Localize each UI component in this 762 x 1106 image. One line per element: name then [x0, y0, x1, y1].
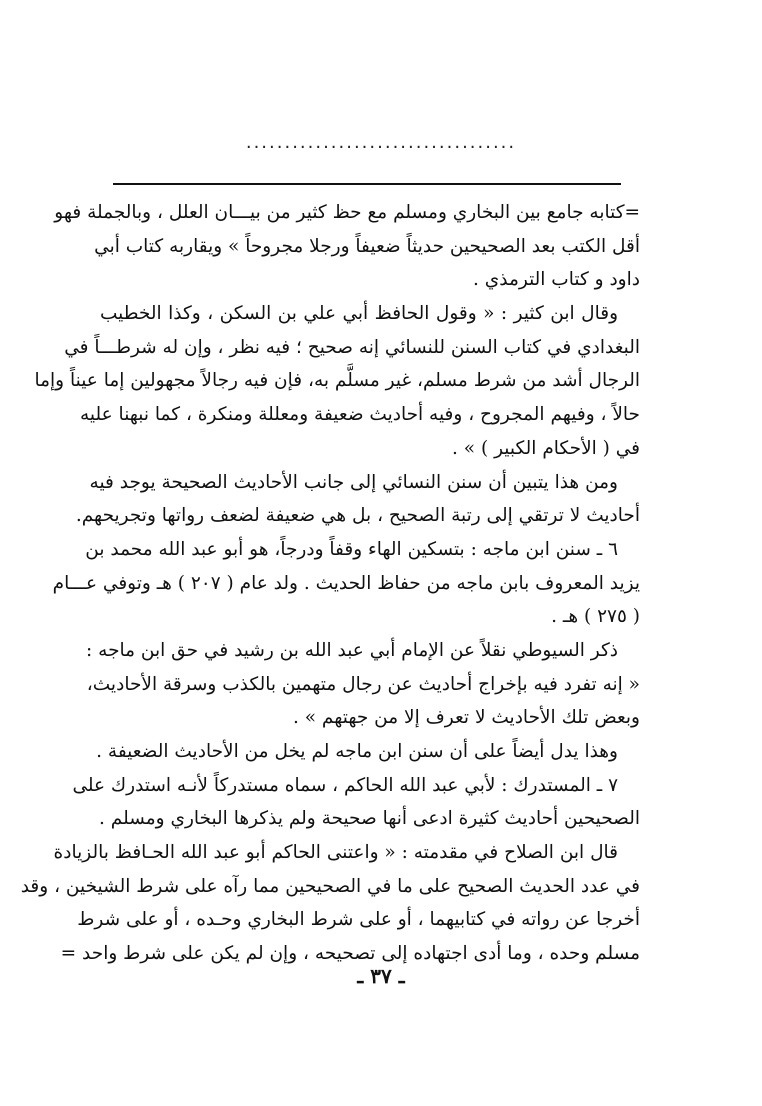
- text-line: ٦ ـ سنن ابن ماجه : بتسكين الهاء وقفاً ودرجاً، هو أبو عبد الله محمد بن: [85, 538, 618, 560]
- text-line: في ( الأحكام الكبير ) » .: [452, 437, 640, 459]
- text-line: ذكر السيوطي نقلاً عن الإمام أبي عبد الله بن رشيد في حق ابن ماجه :: [86, 639, 618, 661]
- text-line: =كتابه جامع بين البخاري ومسلم مع حظ كثير من بيـــان العلل ، وبالجملة فهو: [54, 202, 640, 223]
- text-line: أخرجا عن رواته في كتابيهما ، أو على شرط البخاري وحـده ، أو على شرط: [77, 909, 640, 931]
- text-line: البغدادي في كتاب السنن للنسائي إنه صحيح ؛ فيه نظر ، وإن له شرطـــاً في: [64, 336, 640, 358]
- text-line: في عدد الحديث الصحيح على ما في الصحيحين مما رآه على شرط الشيخين ، وقد: [20, 875, 640, 897]
- text-line: حالاً ، وفيهم المجروح ، وفيه أحاديث ضعيفة ومعللة ومنكرة ، كما نبهنا عليه: [80, 404, 640, 426]
- text-line: ( ٢٧٥ ) هـ .: [551, 606, 640, 628]
- text-line: قال ابن الصلاح في مقدمته : « واعتنى الحاكم أبو عبد الله الحـافظ بالزيادة: [53, 842, 618, 864]
- text-line: أقل الكتب بعد الصحيحين حديثاً ضعيفاً ورجلا مجروحاً » ويقاربه كتاب أبي: [94, 235, 640, 257]
- text-line: ومن هذا يتبين أن سنن النسائي إلى جانب الأحاديث الصحيحة يوجد فيه: [89, 471, 618, 493]
- page-number: ـ ٣٧ ـ: [357, 964, 405, 988]
- text-line: يزيد المعروف بابن ماجه من حفاظ الحديث . ولد عام ( ٢٠٧ ) هـ وتوفي عـــام: [52, 572, 640, 594]
- text-line: ٧ ـ المستدرك : لأبي عبد الله الحاكم ، سماه مستدركاً لأنـه استدرك على: [72, 774, 618, 796]
- text-line: الصحيحين أحاديث كثيرة ادعى أنها صحيحة ولم يذكرها البخاري ومسلم .: [99, 808, 640, 830]
- text-line: « إنه تفرد فيه بإخراج أحاديث عن رجال متهمين بالكذب وسرقة الأحاديث،: [86, 673, 640, 695]
- footnote-separator-rule: [113, 183, 621, 185]
- text-line: مسلم وحده ، وما أدى اجتهاده إلى تصحيحه ، وإن لم يكن على شرط واحد =: [60, 943, 640, 965]
- text-line: وهذا يدل أيضاً على أن سنن ابن ماجه لم يخل من الأحاديث الضعيفة .: [96, 741, 618, 762]
- header-dotted-line: ...................................: [245, 132, 517, 153]
- text-line: أحاديث لا ترتقي إلى رتبة الصحيح ، بل هي ضعيفة لضعف رواتها وتجريحهم.: [75, 505, 640, 527]
- text-line: وبعض تلك الأحاديث لا تعرف إلا من جهتهم » .: [292, 707, 640, 729]
- text-line: الرجال أشد من شرط مسلم، غير مسلَّم به، فإن فيه رجالاً مجهولين إما عيناً وإما: [34, 370, 640, 392]
- text-line: داود و كتاب الترمذي .: [473, 269, 640, 291]
- text-line: وقال ابن كثير : « وقول الحافظ أبي علي بن السكن ، وكذا الخطيب: [100, 303, 618, 325]
- page-body-text: [20, 196, 640, 971]
